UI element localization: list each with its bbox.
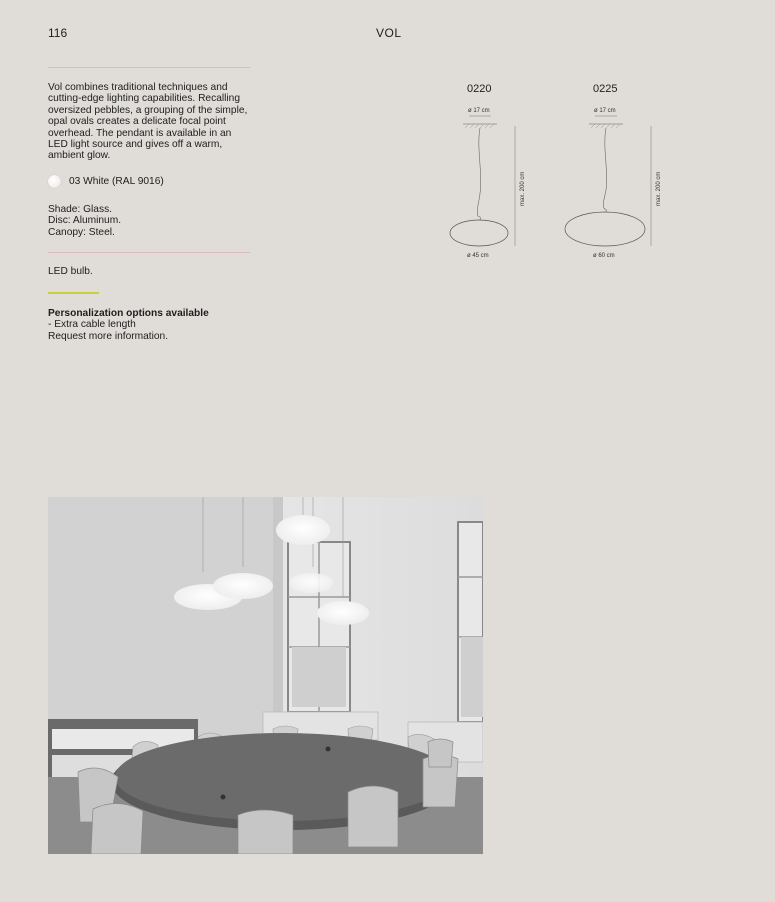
ceiling-hatch-icon [589,124,623,128]
description-line: LED light source and gives off a warm, [48,139,223,151]
model-code: 0220 [467,83,492,95]
pendant-lamp [317,601,369,625]
window-right [458,522,483,722]
description-line: opal ovals creates a delicate focal point [48,116,226,128]
light-source: LED bulb. [48,266,93,277]
shade-diameter-label: ø 60 cm [593,253,615,259]
model-code: 0225 [593,83,618,95]
suspension-cable [477,128,480,220]
pendant-lamp [276,515,330,545]
description-line: ambient glow. [48,150,111,162]
technical-drawings [0,0,775,270]
left-wall [48,497,278,737]
shade-diameter-label: ø 45 cm [467,253,489,259]
request-info-text: Request more information. [48,330,169,342]
personalization-block [48,308,209,342]
interior-photo [48,497,483,854]
page-number: 116 [48,26,68,40]
shade-outline [565,212,645,246]
description-line: overhead. The pendant is available in an [48,127,232,139]
description-line: cutting-edge lighting capabilities. Recalling [48,93,240,105]
ceiling-hatch-icon [463,124,497,128]
finish-label: 03 White (RAL 9016) [69,176,164,187]
model-drawing-0225 [565,83,662,259]
description-line: oversized pebbles, a grouping of the simple, [48,104,248,116]
material-shade: Shade: Glass. [48,204,112,215]
height-label: max. 200 cm [520,171,526,206]
description-line: Vol combines traditional techniques and [48,82,228,93]
window-center [288,542,350,712]
canopy-diameter-label: ø 17 cm [594,108,616,114]
material-canopy: Canopy: Steel. [48,226,115,238]
pendant-lamp [213,573,273,599]
height-label: max. 200 cm [656,171,662,206]
model-drawing-0220 [450,83,526,259]
personalization-option: - Extra cable length [48,319,136,331]
material-disc: Disc: Aluminum. [48,215,122,227]
personalization-heading: Personalization options available [48,308,209,319]
shade-outline [450,220,508,246]
canopy-diameter-label: ø 17 cm [468,108,490,114]
accent-rule [48,292,99,294]
page-title: VOL [376,26,402,40]
suspension-cable [603,128,606,212]
pendant-lamp [289,573,333,593]
